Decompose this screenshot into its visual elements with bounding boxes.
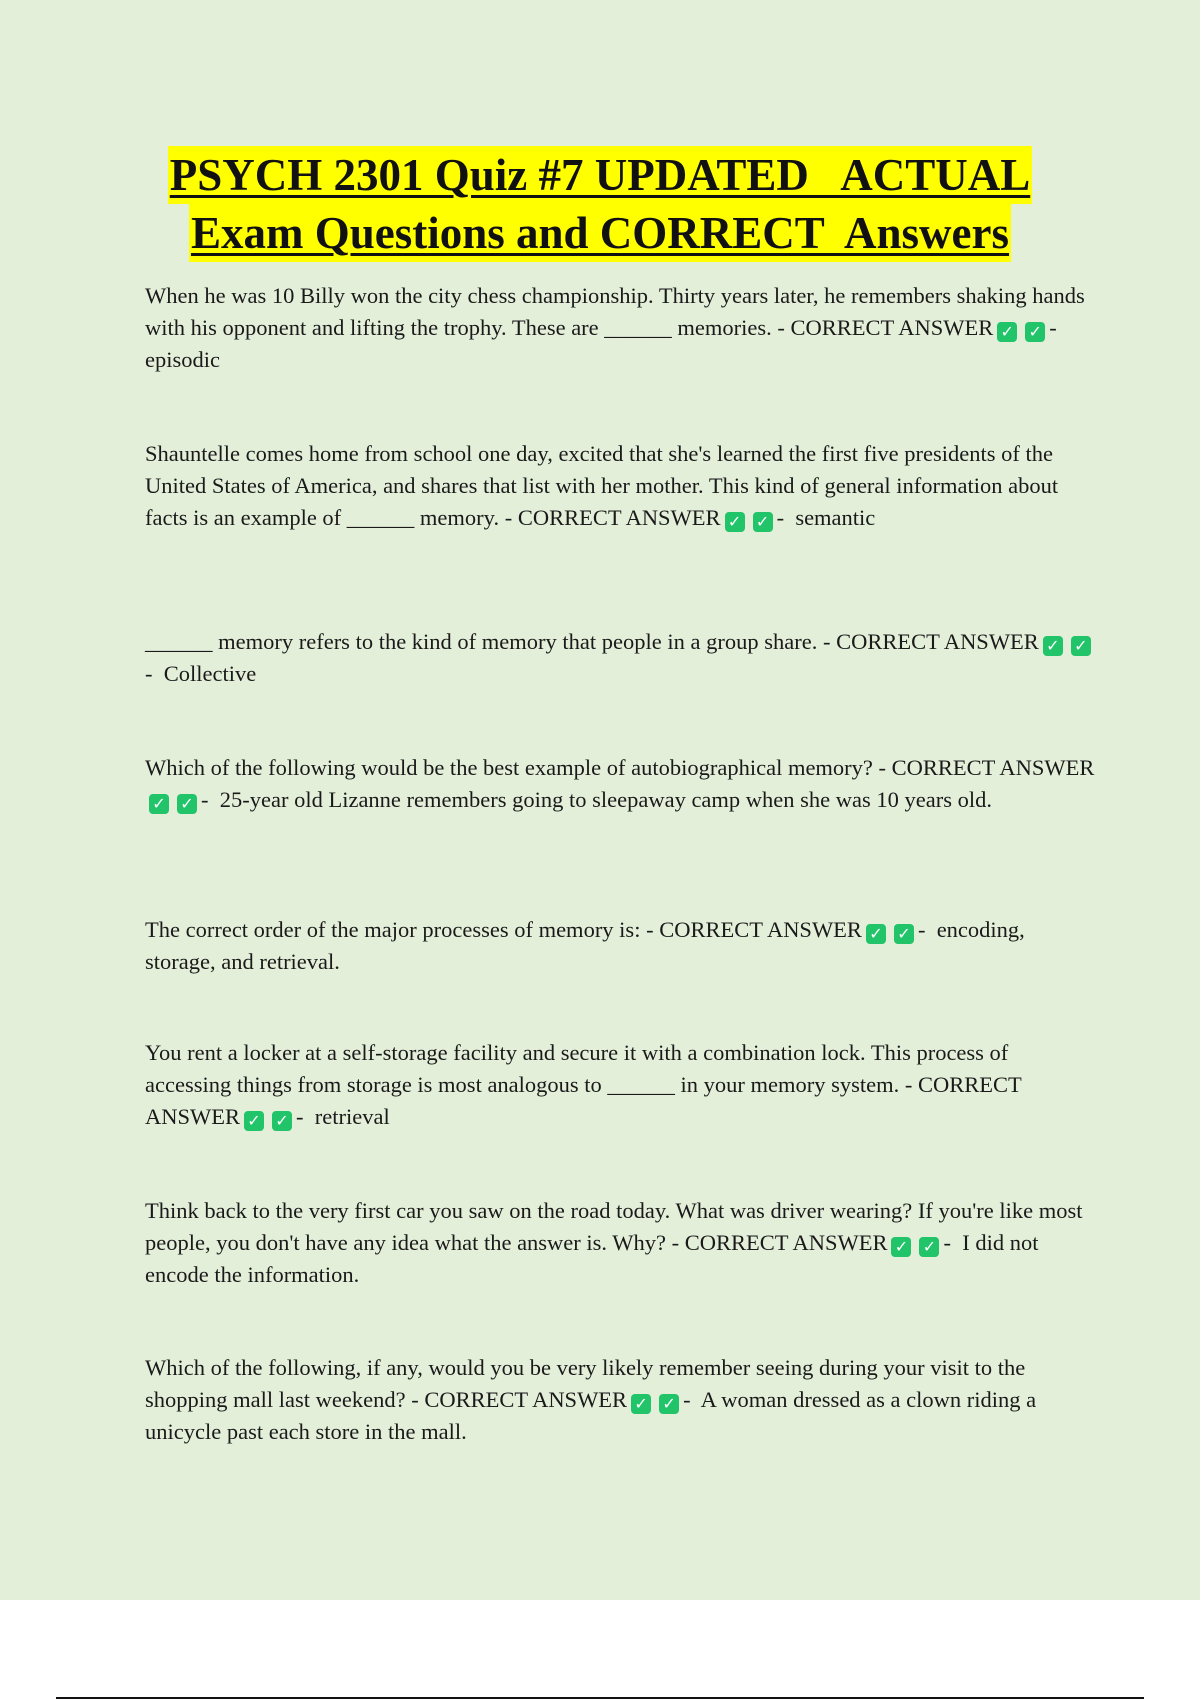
correct-answer-label: - CORRECT ANSWER xyxy=(145,1072,1022,1129)
question-text: Shauntelle comes home from school one day, excited that she's learned the first five presidents of the United States of America, and shares that list with her mother. This kind of general information about facts is an example of ______ memory. xyxy=(145,441,1059,530)
check-box-icon: ✓ xyxy=(891,1237,911,1257)
check-box-icon: ✓ xyxy=(997,322,1017,342)
footer-divider xyxy=(56,1697,1144,1699)
question-text: Which of the following would be the best example of autobiographical memory? xyxy=(145,755,873,780)
question-text: Which of the following, if any, would you be very likely remember seeing during your visit to the shopping mall last weekend? xyxy=(145,1355,1026,1412)
check-box-icon: ✓ xyxy=(149,794,169,814)
answer-text: encoding, storage, and retrieval. xyxy=(145,917,1025,974)
correct-answer-label: - CORRECT ANSWER xyxy=(822,629,1039,654)
check-box-icon: ✓ xyxy=(1025,322,1045,342)
check-box-icon: ✓ xyxy=(1043,636,1063,656)
answer-text: 25-year old Lizanne remembers going to sleepaway camp when she was 10 years old. xyxy=(219,787,992,812)
correct-answer-label: - CORRECT ANSWER xyxy=(646,917,862,942)
check-box-icon: ✓ xyxy=(753,512,773,532)
check-box-icon: ✓ xyxy=(1071,636,1091,656)
qa-item-3: ______ memory refers to the kind of memory that people in a group share. - CORRECT ANSWER ✓ ✓- Collective xyxy=(145,626,1095,690)
answer-text: semantic xyxy=(795,505,876,530)
answer-text: A woman dressed as a clown riding a unicycle past each store in the mall. xyxy=(145,1387,1037,1444)
answer-text: Collective xyxy=(163,661,257,686)
title-line-2: Exam Questions and CORRECT Answers xyxy=(189,204,1011,262)
document-title xyxy=(0,146,1200,262)
check-box-icon: ✓ xyxy=(272,1111,292,1131)
title-line-1: PSYCH 2301 Quiz #7 UPDATED ACTUAL xyxy=(168,146,1032,204)
question-text: When he was 10 Billy won the city chess championship. Thirty years later, he remembers shaking hands with his opponent and lifting the trophy. These are ______ memories. xyxy=(145,283,1085,340)
correct-answer-label: - CORRECT ANSWER xyxy=(671,1230,888,1255)
question-text: You rent a locker at a self-storage facility and secure it with a combination lock. This process of accessing things from storage is most analogous to ______ in your memory system. xyxy=(145,1040,1009,1097)
check-box-icon: ✓ xyxy=(725,512,745,532)
question-text: The correct order of the major processes of memory is: xyxy=(145,917,641,942)
answer-text: episodic xyxy=(145,347,220,372)
correct-answer-label: - CORRECT ANSWER xyxy=(878,755,1095,780)
check-box-icon: ✓ xyxy=(919,1237,939,1257)
check-box-icon: ✓ xyxy=(866,924,886,944)
qa-item-7: Think back to the very first car you saw on the road today. What was driver wearing? If you're like most people, you don't have any idea what the answer is. Why? - CORRECT ANSWER ✓ ✓ - I did not encode the information. xyxy=(145,1198,1083,1287)
answer-text: retrieval xyxy=(314,1104,390,1129)
qa-item-6: You rent a locker at a self-storage facility and secure it with a combination lock. This process of accessing things from storage is most analogous to ______ in your memory system. - CORRECT ANSWER ✓ ✓ - retrieval xyxy=(145,1040,1022,1130)
qa-item-2: Shauntelle comes home from school one day, excited that she's learned the first five presidents of the United States of America, and shares that list with her mother. This kind of general information about facts is an example of ______ memory. - CORRECT ANSWER ✓ ✓ - semantic xyxy=(145,441,1059,531)
check-box-icon: ✓ xyxy=(177,794,197,814)
answer-text: I did not encode the information. xyxy=(145,1230,1039,1287)
check-box-icon: ✓ xyxy=(631,1394,651,1414)
question-text: Think back to the very first car you saw on the road today. What was driver wearing? If you're like most people, you don't have any idea what the answer is. Why? xyxy=(145,1198,1083,1255)
qa-item-5: The correct order of the major processes of memory is: - CORRECT ANSWER ✓ ✓ - encoding, storage, and retrieval. xyxy=(145,917,1025,974)
question-text: ______ memory refers to the kind of memory that people in a group share. xyxy=(145,629,818,654)
qa-item-8: Which of the following, if any, would you be very likely remember seeing during your visit to the shopping mall last weekend? - CORRECT ANSWER ✓ ✓ - A woman dressed as a clown riding a unicycle past each store in the mall. xyxy=(145,1355,1037,1444)
correct-answer-label: - CORRECT ANSWER xyxy=(777,315,994,340)
correct-answer-label: - CORRECT ANSWER xyxy=(504,505,721,530)
qa-item-4: Which of the following would be the best example of autobiographical memory? - CORRECT ANSWER✓ ✓ - 25-year old Lizanne remembers going to sleepaway camp when she was 10 years old. xyxy=(145,755,1095,813)
correct-answer-label: - CORRECT ANSWER xyxy=(411,1387,628,1412)
check-box-icon: ✓ xyxy=(659,1394,679,1414)
qa-item-1: When he was 10 Billy won the city chess championship. Thirty years later, he remembers shaking hands with his opponent and lifting the trophy. These are ______ memories. - CORRECT ANSWER ✓ ✓ - episodic xyxy=(145,283,1085,372)
check-box-icon: ✓ xyxy=(894,924,914,944)
check-box-icon: ✓ xyxy=(244,1111,264,1131)
